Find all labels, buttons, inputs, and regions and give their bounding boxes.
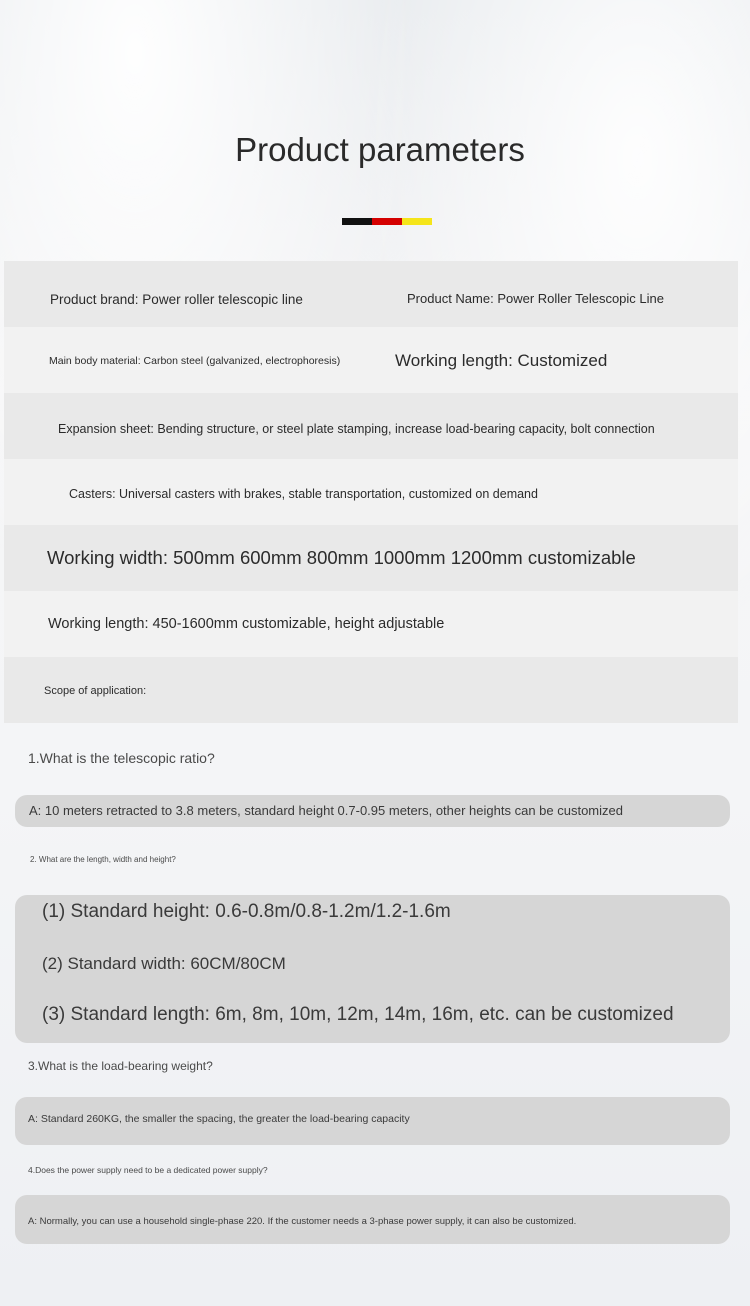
faq-answer-1-text: A: 10 meters retracted to 3.8 meters, standard height 0.7-0.95 meters, other heights can be customized [29, 803, 623, 818]
faq-answer-4-text: A: Normally, you can use a household single-phase 220. If the customer needs a 3-phase power supply, it can also be customized. [28, 1216, 577, 1227]
main-body-material: Main body material: Carbon steel (galvanized, electrophoresis) [49, 355, 341, 367]
parameters-table [4, 261, 738, 723]
standard-length: (3) Standard length: 6m, 8m, 10m, 12m, 14m, 16m, etc. can be customized [42, 1004, 674, 1025]
accent-black-segment [342, 218, 372, 225]
page-title: Product parameters [235, 131, 525, 168]
parameter-row-working-width [4, 525, 738, 591]
parameter-row-brand-name [4, 261, 738, 327]
working-width: Working width: 500mm 600mm 800mm 1000mm 1200mm customizable [47, 547, 636, 568]
standard-width: (2) Standard width: 60CM/80CM [42, 954, 286, 973]
parameter-row-casters [4, 459, 738, 525]
product-brand: Product brand: Power roller telescopic line [50, 292, 303, 307]
faq-answer-2 [15, 895, 730, 1043]
accent-yellow-segment [402, 218, 432, 225]
faq-question-3: 3.What is the load-bearing weight? [28, 1059, 213, 1073]
faq-answer-3 [15, 1097, 730, 1145]
expansion-sheet: Expansion sheet: Bending structure, or steel plate stamping, increase load-bearing capacity, bolt connection [58, 422, 655, 436]
accent-red-segment [372, 218, 402, 225]
working-length: Working length: 450-1600mm customizable, height adjustable [48, 616, 445, 632]
accent-color-bar [342, 218, 432, 225]
faq-question-2: 2. What are the length, width and height? [30, 855, 176, 864]
faq-answer-3-text: A: Standard 260KG, the smaller the spacing, the greater the load-bearing capacity [28, 1113, 410, 1125]
scope-of-application: Scope of application: [44, 685, 147, 697]
parameter-row-material [4, 327, 738, 393]
casters: Casters: Universal casters with brakes, stable transportation, customized on demand [69, 487, 538, 501]
faq-question-4: 4.Does the power supply need to be a dedicated power supply? [28, 1165, 268, 1175]
faq-answer-1 [15, 795, 730, 827]
working-length-customized: Working length: Customized [395, 351, 608, 370]
product-name: Product Name: Power Roller Telescopic Line [407, 291, 664, 306]
parameter-row-scope [4, 657, 738, 723]
standard-height: (1) Standard height: 0.6-0.8m/0.8-1.2m/1.2-1.6m [42, 901, 451, 922]
parameter-row-working-length [4, 591, 738, 657]
faq-answer-4 [15, 1195, 730, 1244]
faq-question-1: 1.What is the telescopic ratio? [28, 750, 215, 766]
parameter-row-expansion-sheet [4, 393, 738, 459]
